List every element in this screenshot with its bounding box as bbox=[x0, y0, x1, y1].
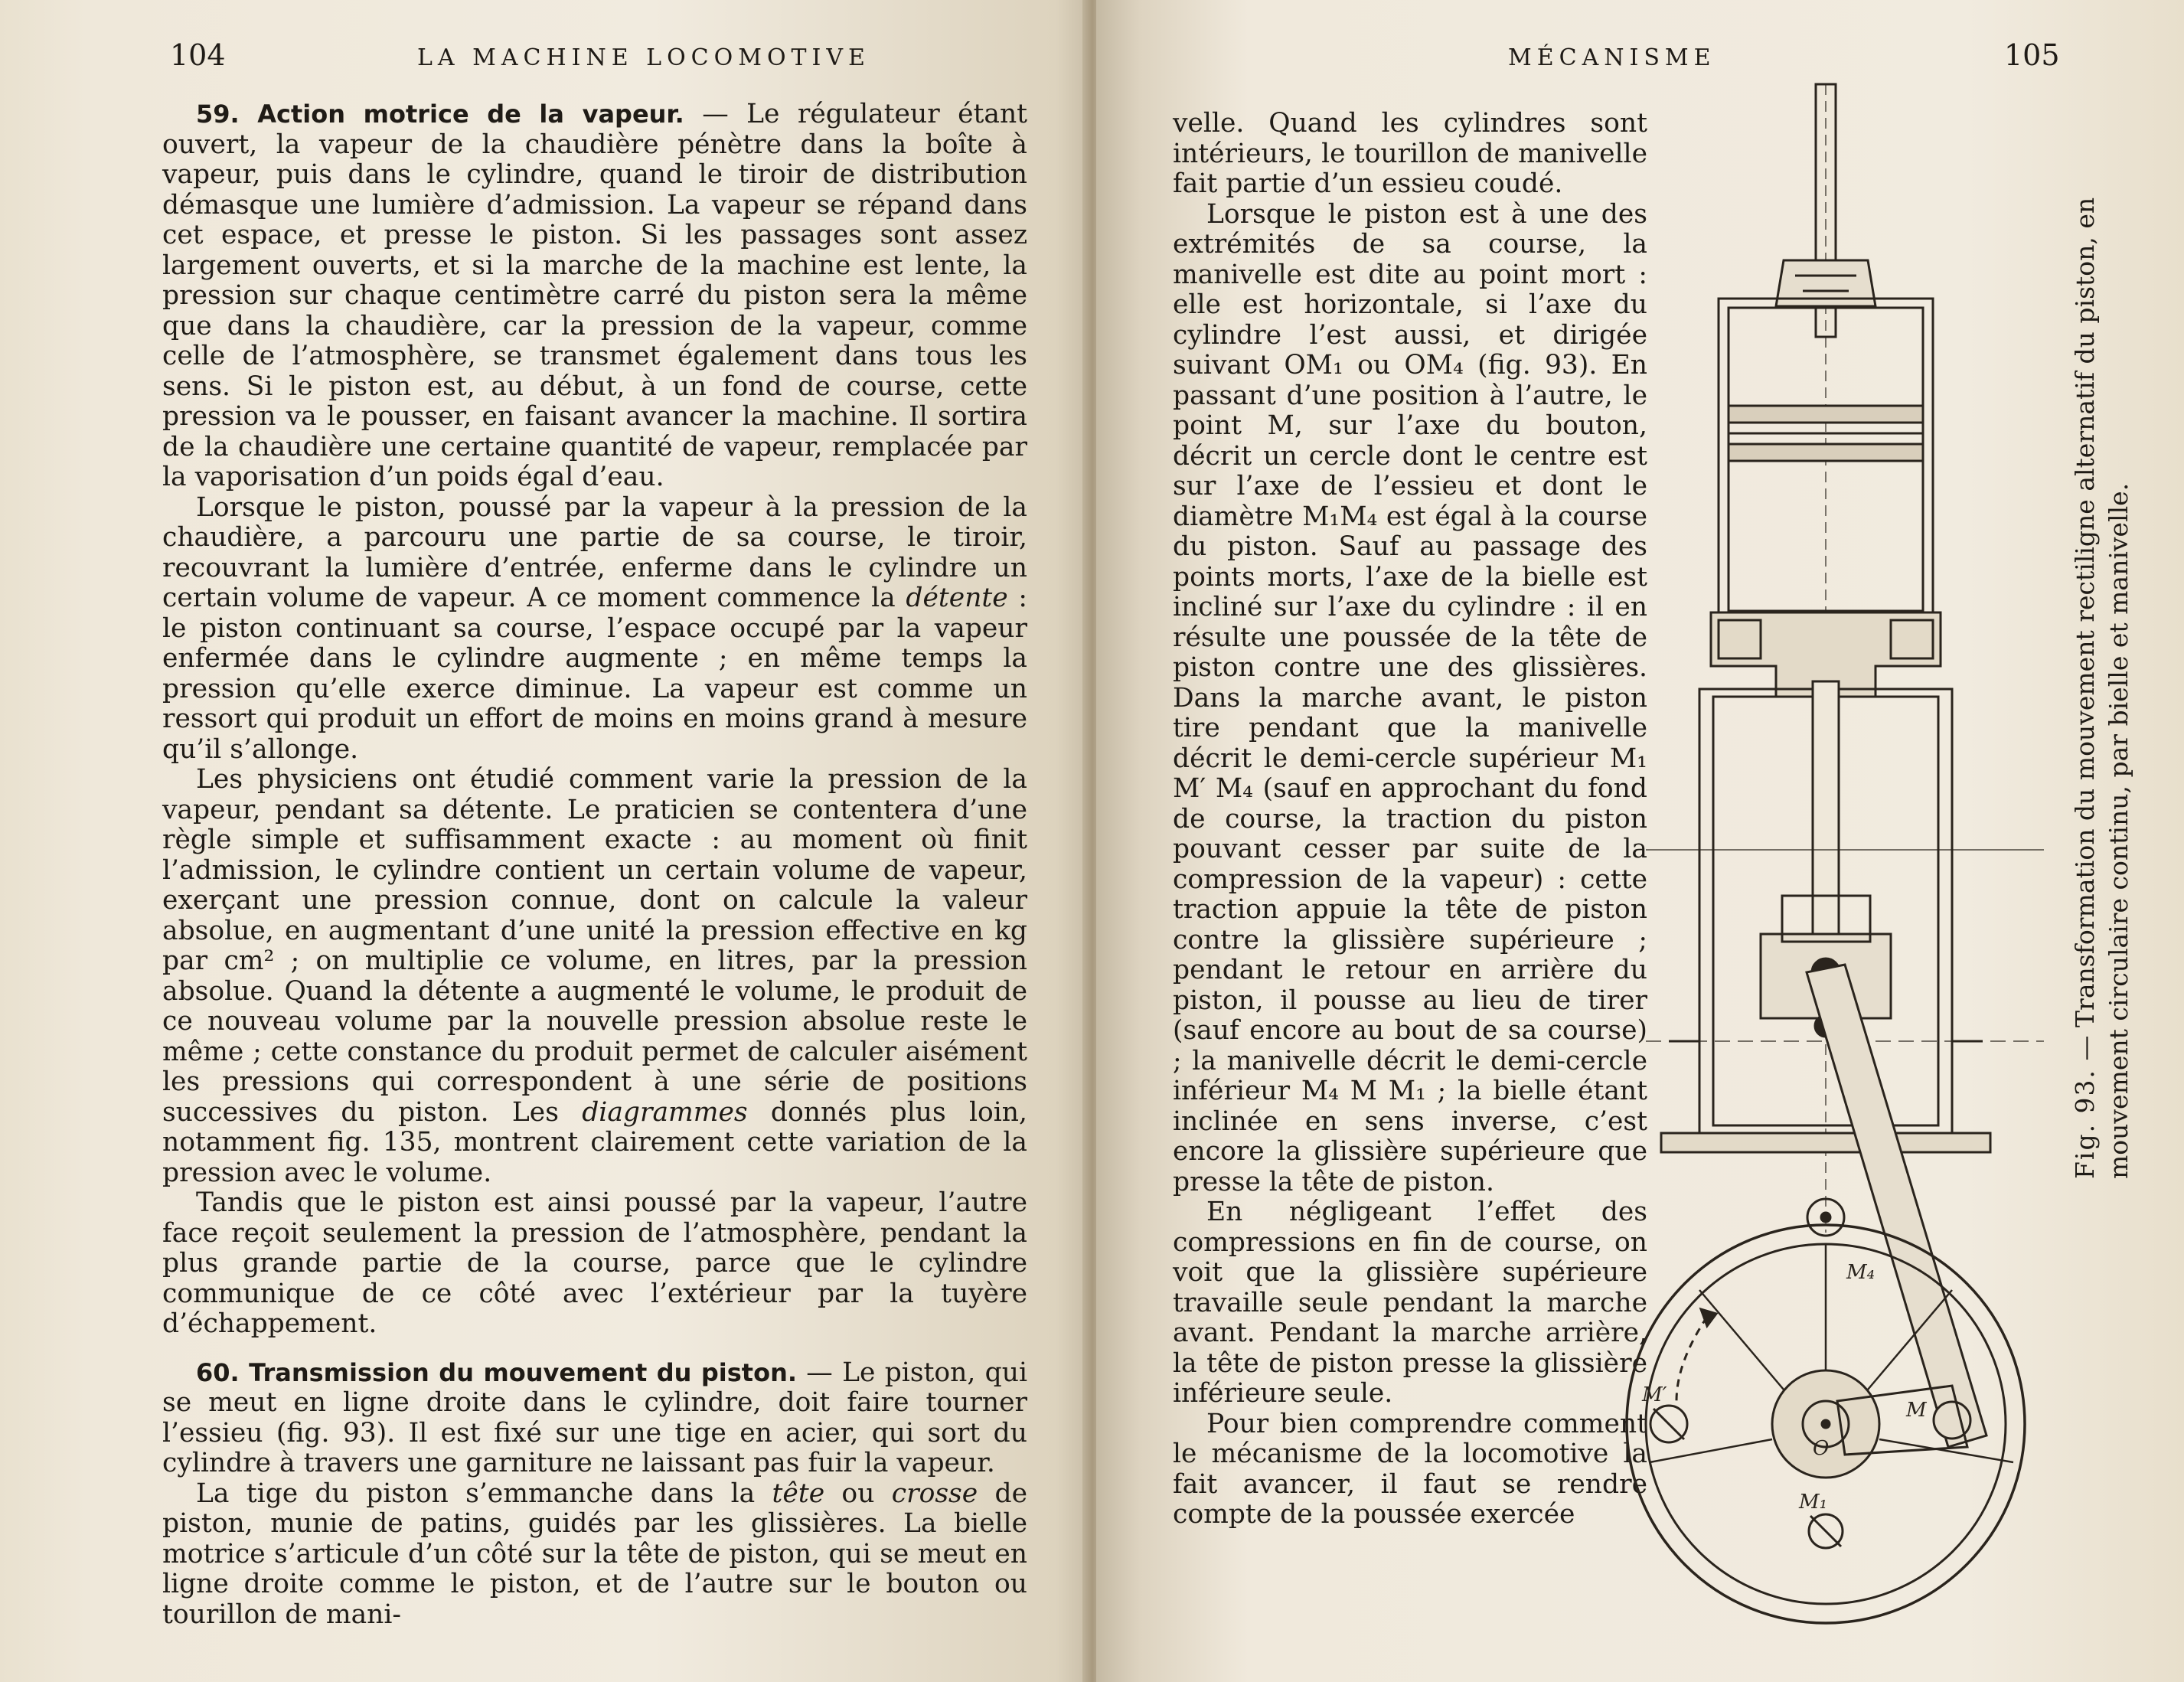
figure-93-drawing bbox=[1642, 84, 2044, 1539]
running-head-right: MÉCANISME bbox=[1508, 44, 1716, 71]
term-tete: tête bbox=[772, 1478, 825, 1509]
label-m1: M₁ bbox=[1799, 1491, 1828, 1514]
section-60 bbox=[162, 1358, 1027, 1479]
term-crosse: crosse bbox=[891, 1478, 978, 1509]
section-60-p2: La tige du piston s’emmanche dans la tête ou crosse de piston, munie de patins, guidés par les glissières. La bielle motrice s’articule d’un côté sur la tête de piston, qui se meut en ligne droite comme le piston, et de l’autre sur le bouton ou tourillon de mani- bbox=[162, 1478, 1027, 1630]
right-p4: Pour bien comprendre comment le mécanisme de la locomotive la fait avancer, il faut se rendre compte de la poussée exercée bbox=[1173, 1408, 1647, 1530]
section-59-heading: 59. Action motrice de la vapeur. bbox=[196, 100, 684, 129]
term-diagrammes: diagrammes bbox=[582, 1096, 748, 1128]
label-m: M bbox=[1906, 1399, 1927, 1422]
section-59-p3: Les physiciens ont étudié comment varie la pression de la vapeur, pendant sa détente. Le praticien se contentera d’une règle simple et suffisamment exacte : au moment où finit l’admission, le cylindre contient un certain volume de vapeur, exerçant une pression connue, dont on calcule la valeur absolue, en augmentant d’une unité la pression effective en kg par cm² ; on multiplie ce volume, en litres, par la pression absolue. Quand la détente a augmenté le volume, le produit de ce nouveau volume par la nouvelle pression absolue reste le même ; cette constance du produit permet de calculer aisément les pressions qui correspondent à une série de positions successives du piston. Les diagrammes donnés plus loin, notamment fig. 135, montrent clairement cette variation de la pression avec le volume. bbox=[162, 764, 1027, 1188]
section-59-p4: Tandis que le piston est ainsi poussé par la vapeur, l’autre face reçoit seulement la pression de l’atmosphère, pendant la plus grande partie de la course, parce que le cylindre communique de ce côté avec l’extérieur par la tuyère d’échappement. bbox=[162, 1187, 1027, 1339]
left-text-block bbox=[162, 100, 1027, 1630]
section-60-p1: — Le piston, qui se meut en ligne droite dans le cylindre, doit faire tourner l’essieu (fig. 93). Il est fixé sur une tige en acier, qui sort du cylindre à travers une garniture ne laissant pas fuir la vapeur. bbox=[162, 1357, 1027, 1478]
right-p3: En négligeant l’effet des compressions en fin de course, on voit que la glissière supérieure travaille seule pendant la marche avant. Pendant la marche arrière, la tête de piston presse la glissière inférieure seule. bbox=[1173, 1197, 1647, 1409]
right-text-block bbox=[1173, 109, 1647, 1530]
label-m4: M₄ bbox=[1846, 1261, 1875, 1284]
right-p1: velle. Quand les cylindres sont intérieurs, le tourillon de manivelle fait partie d’un essieu coudé. bbox=[1173, 108, 1647, 199]
page-number-left: 104 bbox=[170, 38, 226, 72]
section-59-p1: — Le régulateur étant ouvert, la vapeur de la chaudière pénètre dans la boîte à vapeur, puis dans le cylindre, quand le tiroir de distribution démasque une lumière d’admission. La vapeur se répand dans cet espace, et presse le piston. Si les passages sont assez largement ouverts, et si la marche de la machine est lente, la pression sur chaque centimètre carré du piston sera la même que dans la chaudière, car la pression de la vapeur, comme celle de l’atmosphère, se transmet également dans tous les sens. Si le piston est, au début, à un fond de course, cette pression va le pousser, en faisant avancer la machine. Il sortira de la chaudière une certaine quantité de vapeur, remplacée par la vaporisation d’un poids égal d’eau. bbox=[162, 99, 1028, 492]
section-60-heading: 60. Transmission du mouvement du piston. bbox=[196, 1357, 797, 1387]
label-o: O bbox=[1813, 1437, 1830, 1460]
label-mprime: M′ bbox=[1642, 1383, 1667, 1406]
page-number-right: 105 bbox=[2004, 38, 2060, 72]
figure-93-label: Fig. 93. bbox=[2070, 1068, 2100, 1179]
figure-93-caption-text: — Transformation du mouvement rectiligne alternatif du piston, en mouvement circulaire continu, par bielle et manivelle. bbox=[2070, 197, 2133, 1179]
section-59-p2: Lorsque le piston, poussé par la vapeur à la pression de la chaudière, a parcouru une partie de sa course, le tiroir, recouvrant la lumière d’entrée, enferme dans le cylindre un certain volume de vapeur. A ce moment commence la détente : le piston continuant sa course, l’espace occupé par la vapeur enfermée dans le cylindre augmente ; en même temps la pression qu’elle exerce diminue. La vapeur est comme un ressort qui produit un effort de moins en moins grand à mesure qu’il s’allonge. bbox=[162, 492, 1027, 765]
left-page bbox=[0, 0, 1089, 1682]
term-detente: détente bbox=[906, 583, 1008, 613]
right-p2: Lorsque le piston est à une des extrémités de sa course, la manivelle est dite au point mort : elle est horizontale, si l’axe du cylindre l’est aussi, et dirigée suivant OM₁ ou OM₄ (fig. 93). En passant d’une position à l’autre, le point M, sur l’axe du bouton, décrit un cercle dont le centre est sur l’axe de l’essieu et dont le diamètre M₁M₄ est égal à la course du piston. Sauf au passage des points morts, l’axe de la bielle est incliné sur l’axe du cylindre : il en résulte une poussée de la tête de piston contre une des glissières. Dans la marche avant, le piston tire pendant que la manivelle décrit le demi-cercle supérieur M₁ M′ M₄ (sauf en approchant du fond de course, la traction du piston pouvant cesser par suite de la compression de la vapeur) : cette traction appuie la tête de piston contre la glissière supérieure ; pendant le retour en arrière du piston, il pousse au lieu de tirer (sauf encore au bout de sa course) ; la manivelle décrit le demi-cercle inférieur M₄ M M₁ ; la bielle étant inclinée en sens inverse, c’est encore la glissière supérieure que presse la tête de piston. bbox=[1173, 198, 1647, 1197]
running-head-left: LA MACHINE LOCOMOTIVE bbox=[417, 44, 870, 71]
figure-93-caption bbox=[2068, 92, 2136, 1179]
section-59 bbox=[162, 100, 1027, 493]
